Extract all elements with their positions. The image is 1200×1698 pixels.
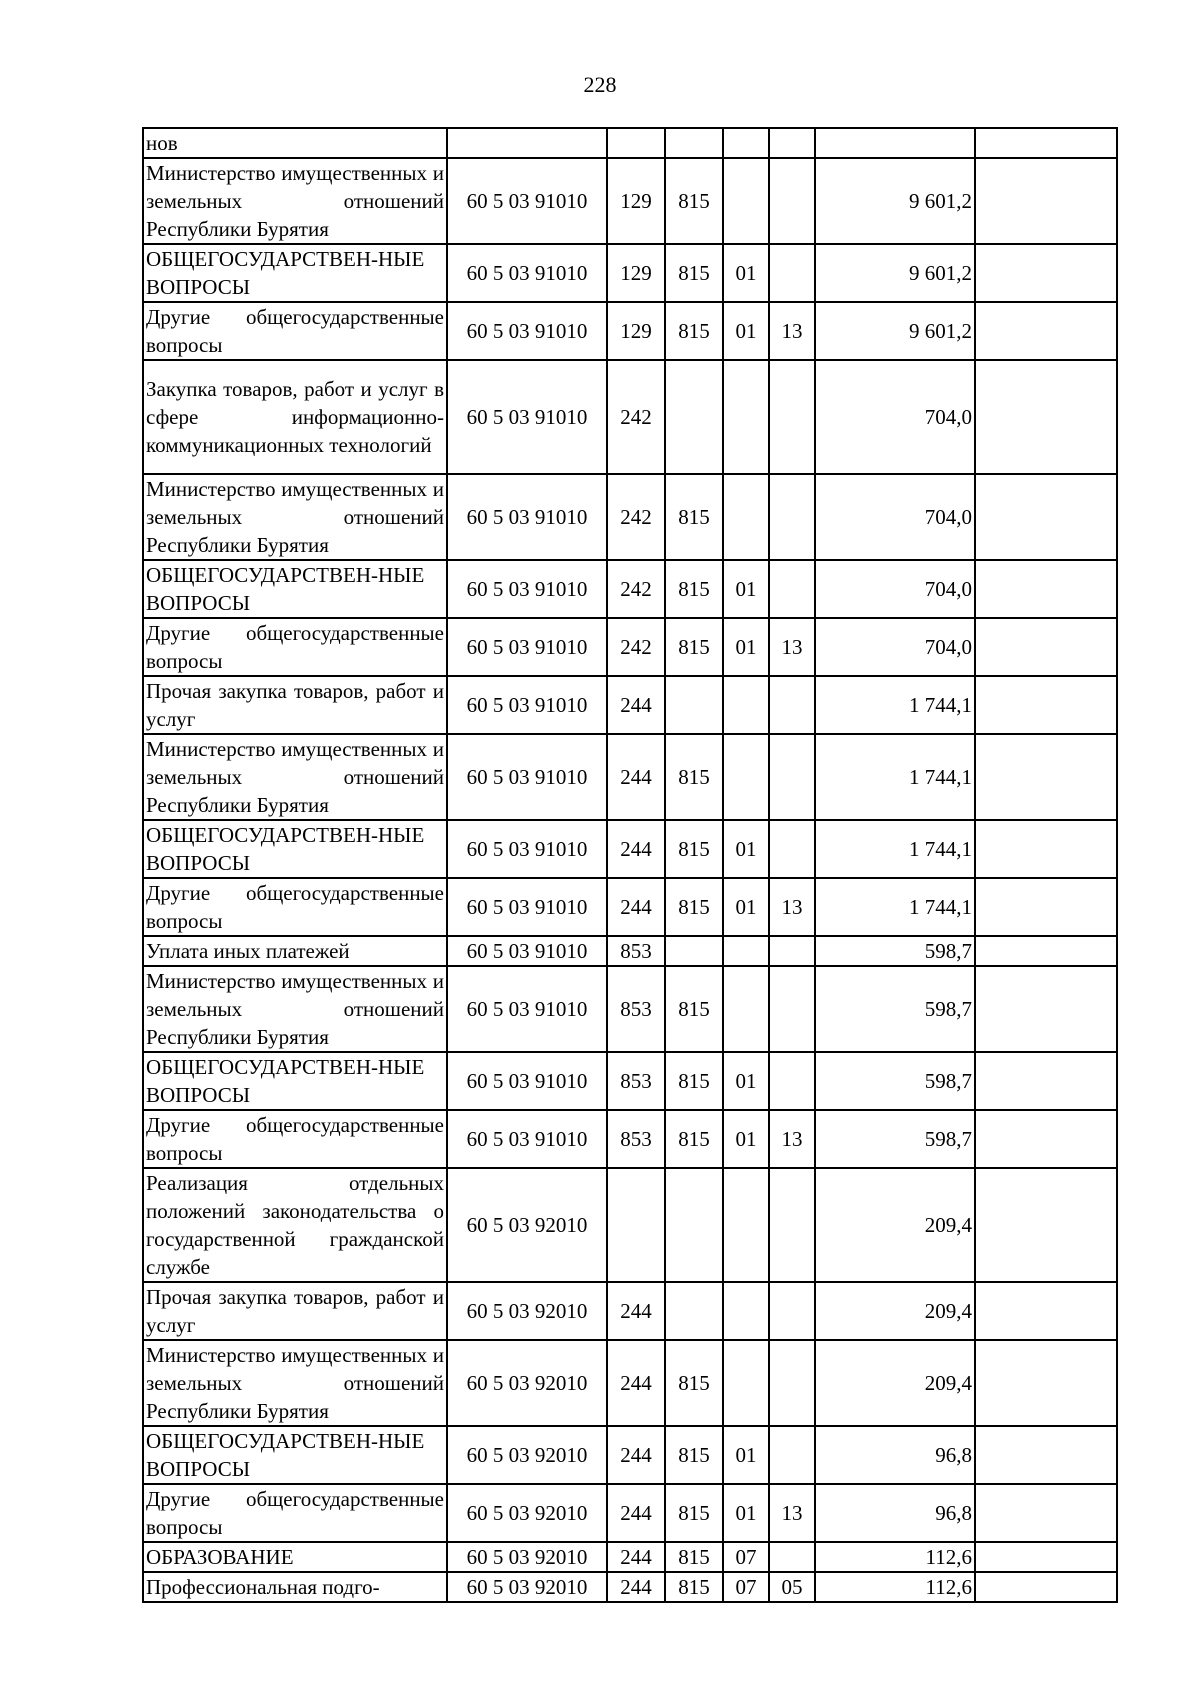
expense-type-cell: 129 — [607, 158, 665, 244]
section-cell — [723, 676, 769, 734]
target-article-cell: 60 5 03 92010 — [447, 1168, 607, 1282]
amount-cell: 96,8 — [815, 1484, 975, 1542]
section-cell: 01 — [723, 1426, 769, 1484]
expense-type-cell: 242 — [607, 474, 665, 560]
expense-type-cell: 244 — [607, 1426, 665, 1484]
amount-cell: 112,6 — [815, 1572, 975, 1602]
amount-cell: 1 744,1 — [815, 676, 975, 734]
section-cell: 01 — [723, 618, 769, 676]
target-article-cell: 60 5 03 91010 — [447, 618, 607, 676]
empty-cell — [975, 966, 1117, 1052]
expense-type-cell: 244 — [607, 676, 665, 734]
subsection-cell: 05 — [769, 1572, 815, 1602]
empty-cell — [975, 158, 1117, 244]
budget-table — [142, 127, 1118, 1603]
subsection-cell: 13 — [769, 1484, 815, 1542]
target-article-cell: 60 5 03 91010 — [447, 244, 607, 302]
target-article-cell: 60 5 03 92010 — [447, 1282, 607, 1340]
table-row — [143, 618, 1117, 676]
ministry-code-cell: 815 — [665, 618, 723, 676]
table-row — [143, 158, 1117, 244]
amount-cell: 704,0 — [815, 618, 975, 676]
row-name-cell: Другие общегосударственные вопросы — [143, 618, 447, 676]
row-name-cell: ОБЩЕГОСУДАРСТВЕН-НЫЕ ВОПРОСЫ — [143, 820, 447, 878]
target-article-cell: 60 5 03 91010 — [447, 158, 607, 244]
row-name-cell: ОБЩЕГОСУДАРСТВЕН-НЫЕ ВОПРОСЫ — [143, 1052, 447, 1110]
amount-cell: 704,0 — [815, 474, 975, 560]
subsection-cell: 13 — [769, 878, 815, 936]
table-row — [143, 1542, 1117, 1572]
subsection-cell — [769, 360, 815, 474]
subsection-cell — [769, 244, 815, 302]
table-row — [143, 244, 1117, 302]
ministry-code-cell — [665, 676, 723, 734]
section-cell — [723, 128, 769, 158]
table-row — [143, 1282, 1117, 1340]
section-cell — [723, 1168, 769, 1282]
amount-cell: 598,7 — [815, 966, 975, 1052]
section-cell: 01 — [723, 1110, 769, 1168]
row-name-cell: Другие общегосударственные вопросы — [143, 1110, 447, 1168]
expense-type-cell: 242 — [607, 360, 665, 474]
target-article-cell: 60 5 03 91010 — [447, 302, 607, 360]
target-article-cell — [447, 128, 607, 158]
expense-type-cell: 244 — [607, 1572, 665, 1602]
ministry-code-cell: 815 — [665, 1052, 723, 1110]
target-article-cell: 60 5 03 91010 — [447, 936, 607, 966]
table-row — [143, 1572, 1117, 1602]
empty-cell — [975, 618, 1117, 676]
expense-type-cell: 244 — [607, 1484, 665, 1542]
section-cell — [723, 734, 769, 820]
table-row — [143, 936, 1117, 966]
row-name-cell: Министерство имущественных и земельных отношений Республики Бурятия — [143, 474, 447, 560]
empty-cell — [975, 1110, 1117, 1168]
table-row — [143, 734, 1117, 820]
row-name-cell: Реализация отдельных положений законодательства о государственной гражданской службе — [143, 1168, 447, 1282]
subsection-cell: 13 — [769, 302, 815, 360]
expense-type-cell: 244 — [607, 878, 665, 936]
ministry-code-cell: 815 — [665, 1484, 723, 1542]
expense-type-cell — [607, 1168, 665, 1282]
ministry-code-cell — [665, 128, 723, 158]
empty-cell — [975, 1168, 1117, 1282]
empty-cell — [975, 128, 1117, 158]
target-article-cell: 60 5 03 92010 — [447, 1572, 607, 1602]
table-row — [143, 1052, 1117, 1110]
table-row — [143, 360, 1117, 474]
section-cell: 01 — [723, 302, 769, 360]
row-name-cell: нов — [143, 128, 447, 158]
section-cell — [723, 360, 769, 474]
table-row — [143, 474, 1117, 560]
target-article-cell: 60 5 03 91010 — [447, 878, 607, 936]
ministry-code-cell: 815 — [665, 244, 723, 302]
empty-cell — [975, 936, 1117, 966]
expense-type-cell: 244 — [607, 1542, 665, 1572]
expense-type-cell: 242 — [607, 560, 665, 618]
ministry-code-cell — [665, 936, 723, 966]
amount-cell — [815, 128, 975, 158]
ministry-code-cell — [665, 1282, 723, 1340]
row-name-cell: ОБЩЕГОСУДАРСТВЕН-НЫЕ ВОПРОСЫ — [143, 244, 447, 302]
table-row — [143, 560, 1117, 618]
empty-cell — [975, 302, 1117, 360]
target-article-cell: 60 5 03 91010 — [447, 966, 607, 1052]
ministry-code-cell: 815 — [665, 302, 723, 360]
row-name-cell: Закупка товаров, работ и услуг в сфере информационно-коммуникационных технологий — [143, 360, 447, 474]
row-name-cell: ОБЩЕГОСУДАРСТВЕН-НЫЕ ВОПРОСЫ — [143, 1426, 447, 1484]
subsection-cell — [769, 1340, 815, 1426]
empty-cell — [975, 244, 1117, 302]
subsection-cell — [769, 1168, 815, 1282]
subsection-cell — [769, 158, 815, 244]
empty-cell — [975, 474, 1117, 560]
ministry-code-cell: 815 — [665, 820, 723, 878]
amount-cell: 1 744,1 — [815, 878, 975, 936]
table-row — [143, 966, 1117, 1052]
subsection-cell — [769, 1052, 815, 1110]
target-article-cell: 60 5 03 91010 — [447, 1052, 607, 1110]
target-article-cell: 60 5 03 92010 — [447, 1484, 607, 1542]
expense-type-cell: 129 — [607, 302, 665, 360]
table-row — [143, 878, 1117, 936]
section-cell — [723, 936, 769, 966]
empty-cell — [975, 1282, 1117, 1340]
row-name-cell: Министерство имущественных и земельных отношений Республики Бурятия — [143, 966, 447, 1052]
row-name-cell: Уплата иных платежей — [143, 936, 447, 966]
amount-cell: 112,6 — [815, 1542, 975, 1572]
target-article-cell: 60 5 03 91010 — [447, 1110, 607, 1168]
subsection-cell — [769, 1542, 815, 1572]
expense-type-cell: 853 — [607, 1110, 665, 1168]
subsection-cell — [769, 1282, 815, 1340]
empty-cell — [975, 360, 1117, 474]
empty-cell — [975, 820, 1117, 878]
subsection-cell — [769, 966, 815, 1052]
table-row — [143, 128, 1117, 158]
ministry-code-cell: 815 — [665, 1572, 723, 1602]
section-cell — [723, 158, 769, 244]
target-article-cell: 60 5 03 91010 — [447, 474, 607, 560]
ministry-code-cell: 815 — [665, 1426, 723, 1484]
subsection-cell — [769, 734, 815, 820]
empty-cell — [975, 1484, 1117, 1542]
table-row — [143, 1484, 1117, 1542]
section-cell: 07 — [723, 1572, 769, 1602]
empty-cell — [975, 1052, 1117, 1110]
table-row — [143, 302, 1117, 360]
amount-cell: 704,0 — [815, 560, 975, 618]
section-cell: 01 — [723, 820, 769, 878]
row-name-cell: ОБЩЕГОСУДАРСТВЕН-НЫЕ ВОПРОСЫ — [143, 560, 447, 618]
empty-cell — [975, 1572, 1117, 1602]
ministry-code-cell — [665, 360, 723, 474]
ministry-code-cell: 815 — [665, 878, 723, 936]
target-article-cell: 60 5 03 91010 — [447, 734, 607, 820]
section-cell: 01 — [723, 1052, 769, 1110]
ministry-code-cell: 815 — [665, 1110, 723, 1168]
ministry-code-cell: 815 — [665, 560, 723, 618]
row-name-cell: ОБРАЗОВАНИЕ — [143, 1542, 447, 1572]
section-cell — [723, 1282, 769, 1340]
table-row — [143, 1426, 1117, 1484]
ministry-code-cell: 815 — [665, 734, 723, 820]
amount-cell: 9 601,2 — [815, 302, 975, 360]
amount-cell: 1 744,1 — [815, 820, 975, 878]
expense-type-cell: 244 — [607, 734, 665, 820]
empty-cell — [975, 1542, 1117, 1572]
amount-cell: 1 744,1 — [815, 734, 975, 820]
section-cell — [723, 474, 769, 560]
expense-type-cell: 244 — [607, 820, 665, 878]
subsection-cell — [769, 560, 815, 618]
table-row — [143, 676, 1117, 734]
target-article-cell: 60 5 03 91010 — [447, 360, 607, 474]
target-article-cell: 60 5 03 91010 — [447, 676, 607, 734]
subsection-cell: 13 — [769, 1110, 815, 1168]
subsection-cell — [769, 1426, 815, 1484]
section-cell: 01 — [723, 878, 769, 936]
table-row — [143, 820, 1117, 878]
subsection-cell — [769, 936, 815, 966]
ministry-code-cell: 815 — [665, 1542, 723, 1572]
expense-type-cell: 853 — [607, 936, 665, 966]
row-name-cell: Министерство имущественных и земельных отношений Республики Бурятия — [143, 734, 447, 820]
empty-cell — [975, 734, 1117, 820]
row-name-cell: Прочая закупка товаров, работ и услуг — [143, 1282, 447, 1340]
empty-cell — [975, 878, 1117, 936]
amount-cell: 704,0 — [815, 360, 975, 474]
page-number: 228 — [583, 72, 617, 97]
expense-type-cell: 242 — [607, 618, 665, 676]
target-article-cell: 60 5 03 92010 — [447, 1340, 607, 1426]
table-row — [143, 1110, 1117, 1168]
table-body — [143, 128, 1117, 1602]
expense-type-cell: 244 — [607, 1340, 665, 1426]
ministry-code-cell: 815 — [665, 158, 723, 244]
subsection-cell: 13 — [769, 618, 815, 676]
subsection-cell — [769, 676, 815, 734]
expense-type-cell: 853 — [607, 1052, 665, 1110]
empty-cell — [975, 676, 1117, 734]
empty-cell — [975, 1340, 1117, 1426]
section-cell — [723, 1340, 769, 1426]
subsection-cell — [769, 474, 815, 560]
amount-cell: 598,7 — [815, 1110, 975, 1168]
row-name-cell: Другие общегосударственные вопросы — [143, 302, 447, 360]
ministry-code-cell: 815 — [665, 966, 723, 1052]
row-name-cell: Другие общегосударственные вопросы — [143, 1484, 447, 1542]
section-cell: 01 — [723, 244, 769, 302]
amount-cell: 209,4 — [815, 1340, 975, 1426]
row-name-cell: Другие общегосударственные вопросы — [143, 878, 447, 936]
section-cell: 01 — [723, 1484, 769, 1542]
expense-type-cell: 853 — [607, 966, 665, 1052]
amount-cell: 598,7 — [815, 1052, 975, 1110]
ministry-code-cell: 815 — [665, 1340, 723, 1426]
row-name-cell: Прочая закупка товаров, работ и услуг — [143, 676, 447, 734]
section-cell: 01 — [723, 560, 769, 618]
empty-cell — [975, 1426, 1117, 1484]
section-cell — [723, 966, 769, 1052]
target-article-cell: 60 5 03 91010 — [447, 820, 607, 878]
table-row — [143, 1168, 1117, 1282]
amount-cell: 9 601,2 — [815, 158, 975, 244]
row-name-cell: Министерство имущественных и земельных отношений Республики Бурятия — [143, 1340, 447, 1426]
amount-cell: 9 601,2 — [815, 244, 975, 302]
subsection-cell — [769, 128, 815, 158]
amount-cell: 209,4 — [815, 1168, 975, 1282]
section-cell: 07 — [723, 1542, 769, 1572]
amount-cell: 209,4 — [815, 1282, 975, 1340]
expense-type-cell — [607, 128, 665, 158]
table-row — [143, 1340, 1117, 1426]
expense-type-cell: 129 — [607, 244, 665, 302]
amount-cell: 598,7 — [815, 936, 975, 966]
subsection-cell — [769, 820, 815, 878]
target-article-cell: 60 5 03 92010 — [447, 1426, 607, 1484]
target-article-cell: 60 5 03 91010 — [447, 560, 607, 618]
row-name-cell: Профессиональная подго- — [143, 1572, 447, 1602]
ministry-code-cell: 815 — [665, 474, 723, 560]
row-name-cell: Министерство имущественных и земельных отношений Республики Бурятия — [143, 158, 447, 244]
amount-cell: 96,8 — [815, 1426, 975, 1484]
empty-cell — [975, 560, 1117, 618]
target-article-cell: 60 5 03 92010 — [447, 1542, 607, 1572]
ministry-code-cell — [665, 1168, 723, 1282]
expense-type-cell: 244 — [607, 1282, 665, 1340]
